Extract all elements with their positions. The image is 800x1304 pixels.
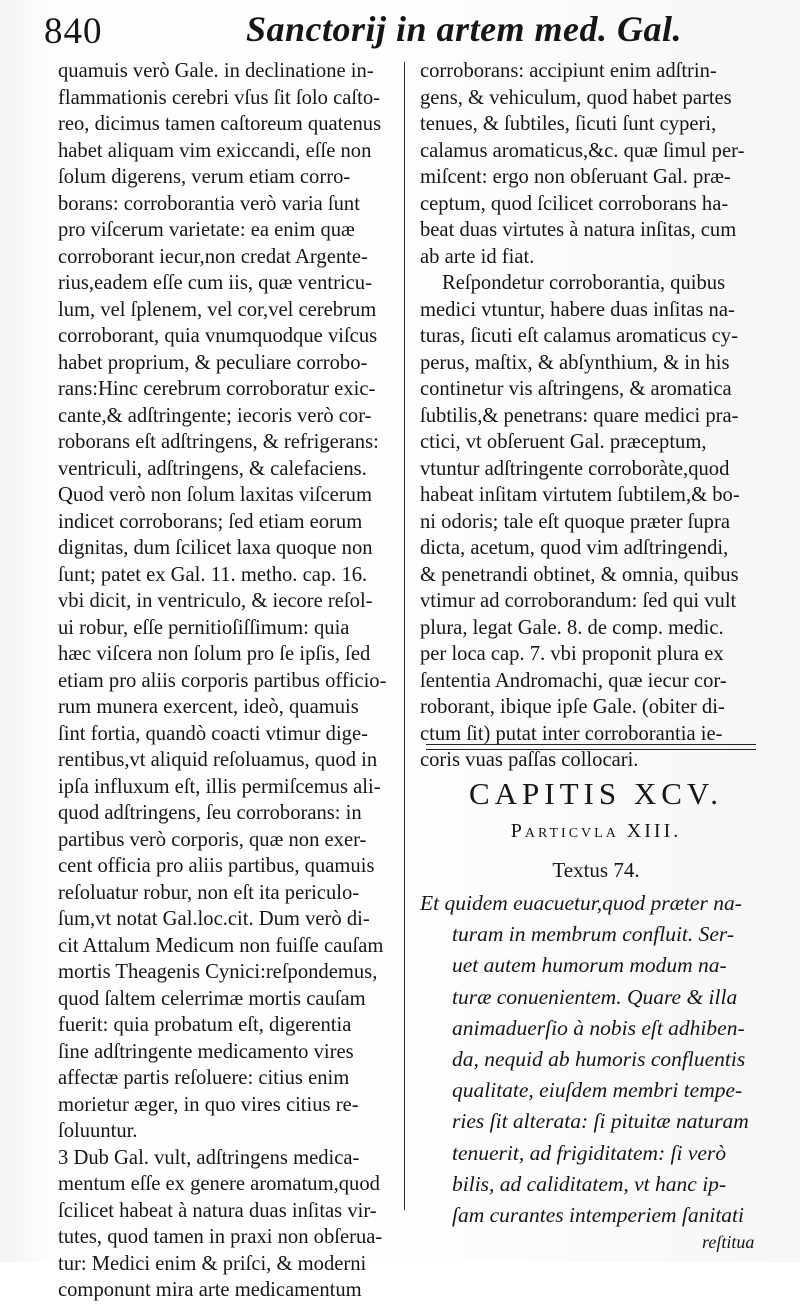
text-line: coris vuas paſſas collocari. [420, 749, 639, 771]
text-line: rentibus,vt aliquid reſoluamus, quod in [58, 749, 378, 771]
text-line: lum, vel ſplenem, vel cor,vel cerebrum [58, 298, 377, 321]
chapter-title: CAPITIS XCV. [468, 776, 724, 811]
text-line: perus, maſtix, & abſynthium, & in his [420, 351, 730, 374]
text-line: bilis, ad caliditatem, vt hanc ip- [452, 1171, 727, 1196]
text-line: etiam pro aliis corporis partibus officio- [58, 669, 387, 692]
text-line: partibus verò corporis, quæ non exer- [58, 828, 367, 851]
text-line: rans:Hinc cerebrum corroboratur exic- [58, 378, 376, 400]
text-line: beat duas virtutes à natura inſitas, cum [420, 219, 737, 241]
text-line: flammationis cerebri vſus ſit ſolo caſto- [58, 86, 380, 109]
text-line: turam in membrum confluit. Ser- [452, 922, 735, 947]
text-line: tenuerit, ad frigiditatem: ſi verò [452, 1140, 727, 1165]
text-line: ſolum digerens, verum etiam corro- [58, 166, 351, 188]
text-line: quod adſtringens, ſeu corroborans: in [58, 802, 362, 824]
text-line: pro viſcerum varietate: ea enim quæ [58, 219, 355, 241]
text-line: borans: corroborantia verò varia ſunt [58, 192, 360, 215]
textus-body [420, 888, 780, 1231]
text-line: Reſpondetur corroborantia, quibus [442, 272, 726, 294]
text-line: ſam curantes intemperiem ſanitati [452, 1203, 745, 1228]
text-line: ſcilicet habeat à natura duas inſitas vir- [58, 1199, 377, 1222]
text-line: habet aliquam vim exiccandi, eſſe non [58, 139, 372, 162]
text-line: affectæ partis reſoluere: citius enim [58, 1067, 350, 1089]
text-line: ſint fortia, quandò coacti vtimur dige- [58, 722, 368, 745]
text-line: turas, ſicuti eſt calamus aromaticus cy- [420, 325, 738, 347]
text-line: tenues, & ſubtiles, ſicuti ſunt cyperi, [420, 113, 717, 135]
text-line: cit Attalum Medicum non fuiſſe cauſam [58, 934, 384, 957]
text-line: cante,& adſtringente; iecoris verò cor- [58, 404, 372, 427]
text-line: ctici, vt obſeruent Gal. præceptum, [420, 431, 707, 453]
text-line: vtuntur adſtringente corroboràte,quod [420, 457, 730, 480]
text-line: da, nequid ab humoris confluentis [452, 1047, 746, 1072]
text-line: ceptum, quod ſcilicet corroborans ha- [420, 192, 729, 215]
text-line: quod ſaltem celerrimæ mortis cauſam [58, 987, 366, 1010]
text-line: ſine adſtringente medicamento vires [58, 1040, 354, 1063]
text-line: per loca cap. 7. vbi proponit plura ex [420, 643, 724, 665]
text-line: corroborant iecur,non credat Argente- [58, 245, 368, 268]
text-line: ipſa influxum eſt, illis permiſcemus ali- [58, 775, 381, 798]
page-number: 840 [44, 11, 103, 52]
text-line: ventriculi, adſtringens, & calefaciens. [58, 457, 367, 480]
text-line: indicet corroborans; ſed etiam eorum [58, 510, 363, 533]
text-line: continetur vis aſtringens, & aromatica [420, 378, 732, 400]
text-line: cent officia pro aliis partibus, quamuis [58, 855, 375, 877]
textus-heading: Textus 74. [552, 858, 640, 882]
text-line: vtimur ad corroborandum: ſed qui vult [420, 590, 737, 612]
right-column [420, 58, 778, 774]
text-line: reo, dicimus tamen caſtoreum quatenus [58, 113, 382, 135]
text-line: calamus aromaticus,&c. quæ ſimul per- [420, 139, 745, 162]
text-line: habeat inſitam virtutem ſubtilem,& bo- [420, 484, 740, 506]
text-line: dignitas, dum ſcilicet laxa quoque non [58, 537, 373, 559]
text-line: dicta, acetum, quod vim adſtringendi, [420, 537, 729, 559]
left-column [58, 58, 404, 1304]
text-line: ab arte id fiat. [420, 245, 535, 268]
running-title: Sanctorij in artem med. Gal. [246, 9, 683, 49]
text-line: roborans eſt adſtringens, & refrigerans: [58, 431, 379, 453]
text-line: tur: Medici enim & priſci, & moderni [58, 1252, 367, 1275]
text-line: roborant, ibique ipſe Gale. (obiter di- [420, 696, 725, 718]
text-line: uet autem humorum modum na- [452, 953, 727, 978]
text-line: reſoluatur robur, non eſt ita periculo- [58, 881, 360, 904]
text-line: ries ſit alterata: ſi pituitæ naturam [452, 1109, 749, 1134]
text-line: hæc viſcera non ſolum pro ſe ipſis, ſed [58, 643, 371, 665]
text-line: Et quidem euacuetur,quod præter na- [420, 891, 742, 915]
text-line: rum munera exercent, ideò, quamuis [58, 696, 359, 718]
text-line: morietur æger, in quo vires citius re- [58, 1093, 359, 1116]
text-line: qualitate, eiuſdem membri tempe- [452, 1078, 743, 1103]
text-line: rius,eadem eſſe cum iis, quæ ventricu- [58, 272, 372, 294]
text-line: miſcent: ergo non obſeruant Gal. præ- [420, 166, 731, 188]
text-line: corroborant, quia vnumquodque viſcus [58, 325, 378, 347]
text-line: ſoluuntur. [58, 1120, 138, 1142]
particula-heading: Particvla XIII. [510, 820, 682, 842]
catchword: reſtitua [702, 1232, 755, 1252]
text-line: 3 Dub Gal. vult, adſtringens medica- [58, 1146, 360, 1169]
text-line: turæ conuenientem. Quare & illa [452, 984, 738, 1009]
text-line: plura, legat Gale. 8. de comp. medic. [420, 616, 724, 639]
text-line: & penetrandi obtinet, & omnia, quibus [420, 563, 739, 586]
text-line: habet proprium, & peculiare corrobo- [58, 351, 368, 374]
text-line: vbi dicit, in ventriculo, & iecore reſol- [58, 590, 373, 612]
text-line: medici vtuntur, habere duas inſitas na- [420, 298, 735, 321]
text-line: componunt mira arte medicamentum [58, 1279, 362, 1301]
chapter-rule [426, 744, 756, 750]
text-line: ni odoris; tale eſt quoque præter ſupra [420, 510, 730, 533]
text-line: ſententia Andromachi, quæ iecur cor- [420, 669, 727, 692]
text-line: mortis Theagenis Cynici:reſpondemus, [58, 961, 378, 983]
text-line: tutes, quod tamen in praxi non obſerua- [58, 1226, 383, 1248]
text-line: animaduerſio à nobis eſt adhiben- [452, 1015, 745, 1040]
column-divider [404, 62, 405, 1210]
text-line: quamuis verò Gale. in declinatione in- [58, 60, 374, 82]
text-line: gens, & vehiculum, quod habet partes [420, 86, 732, 109]
text-line: ſubtilis,& penetrans: quare medici pra- [420, 404, 739, 427]
text-line: ſunt; patet ex Gal. 11. metho. cap. 16. [58, 563, 368, 586]
text-line: corroborans: accipiunt enim adſtrin- [420, 60, 717, 82]
text-line: ſum,vt notat Gal.loc.cit. Dum verò di- [58, 908, 370, 930]
text-line: ui robur, eſſe pernitioſiſſimum: quia [58, 616, 350, 639]
text-line: ctum ſit) putat inter corroborantia ie- [420, 722, 723, 745]
text-line: Quod verò non ſolum laxitas viſcerum [58, 484, 372, 506]
text-line: fuerit: quia probatum eſt, digerentia [58, 1014, 352, 1036]
text-line: mentum eſſe ex genere aromatum,quod [58, 1173, 380, 1195]
